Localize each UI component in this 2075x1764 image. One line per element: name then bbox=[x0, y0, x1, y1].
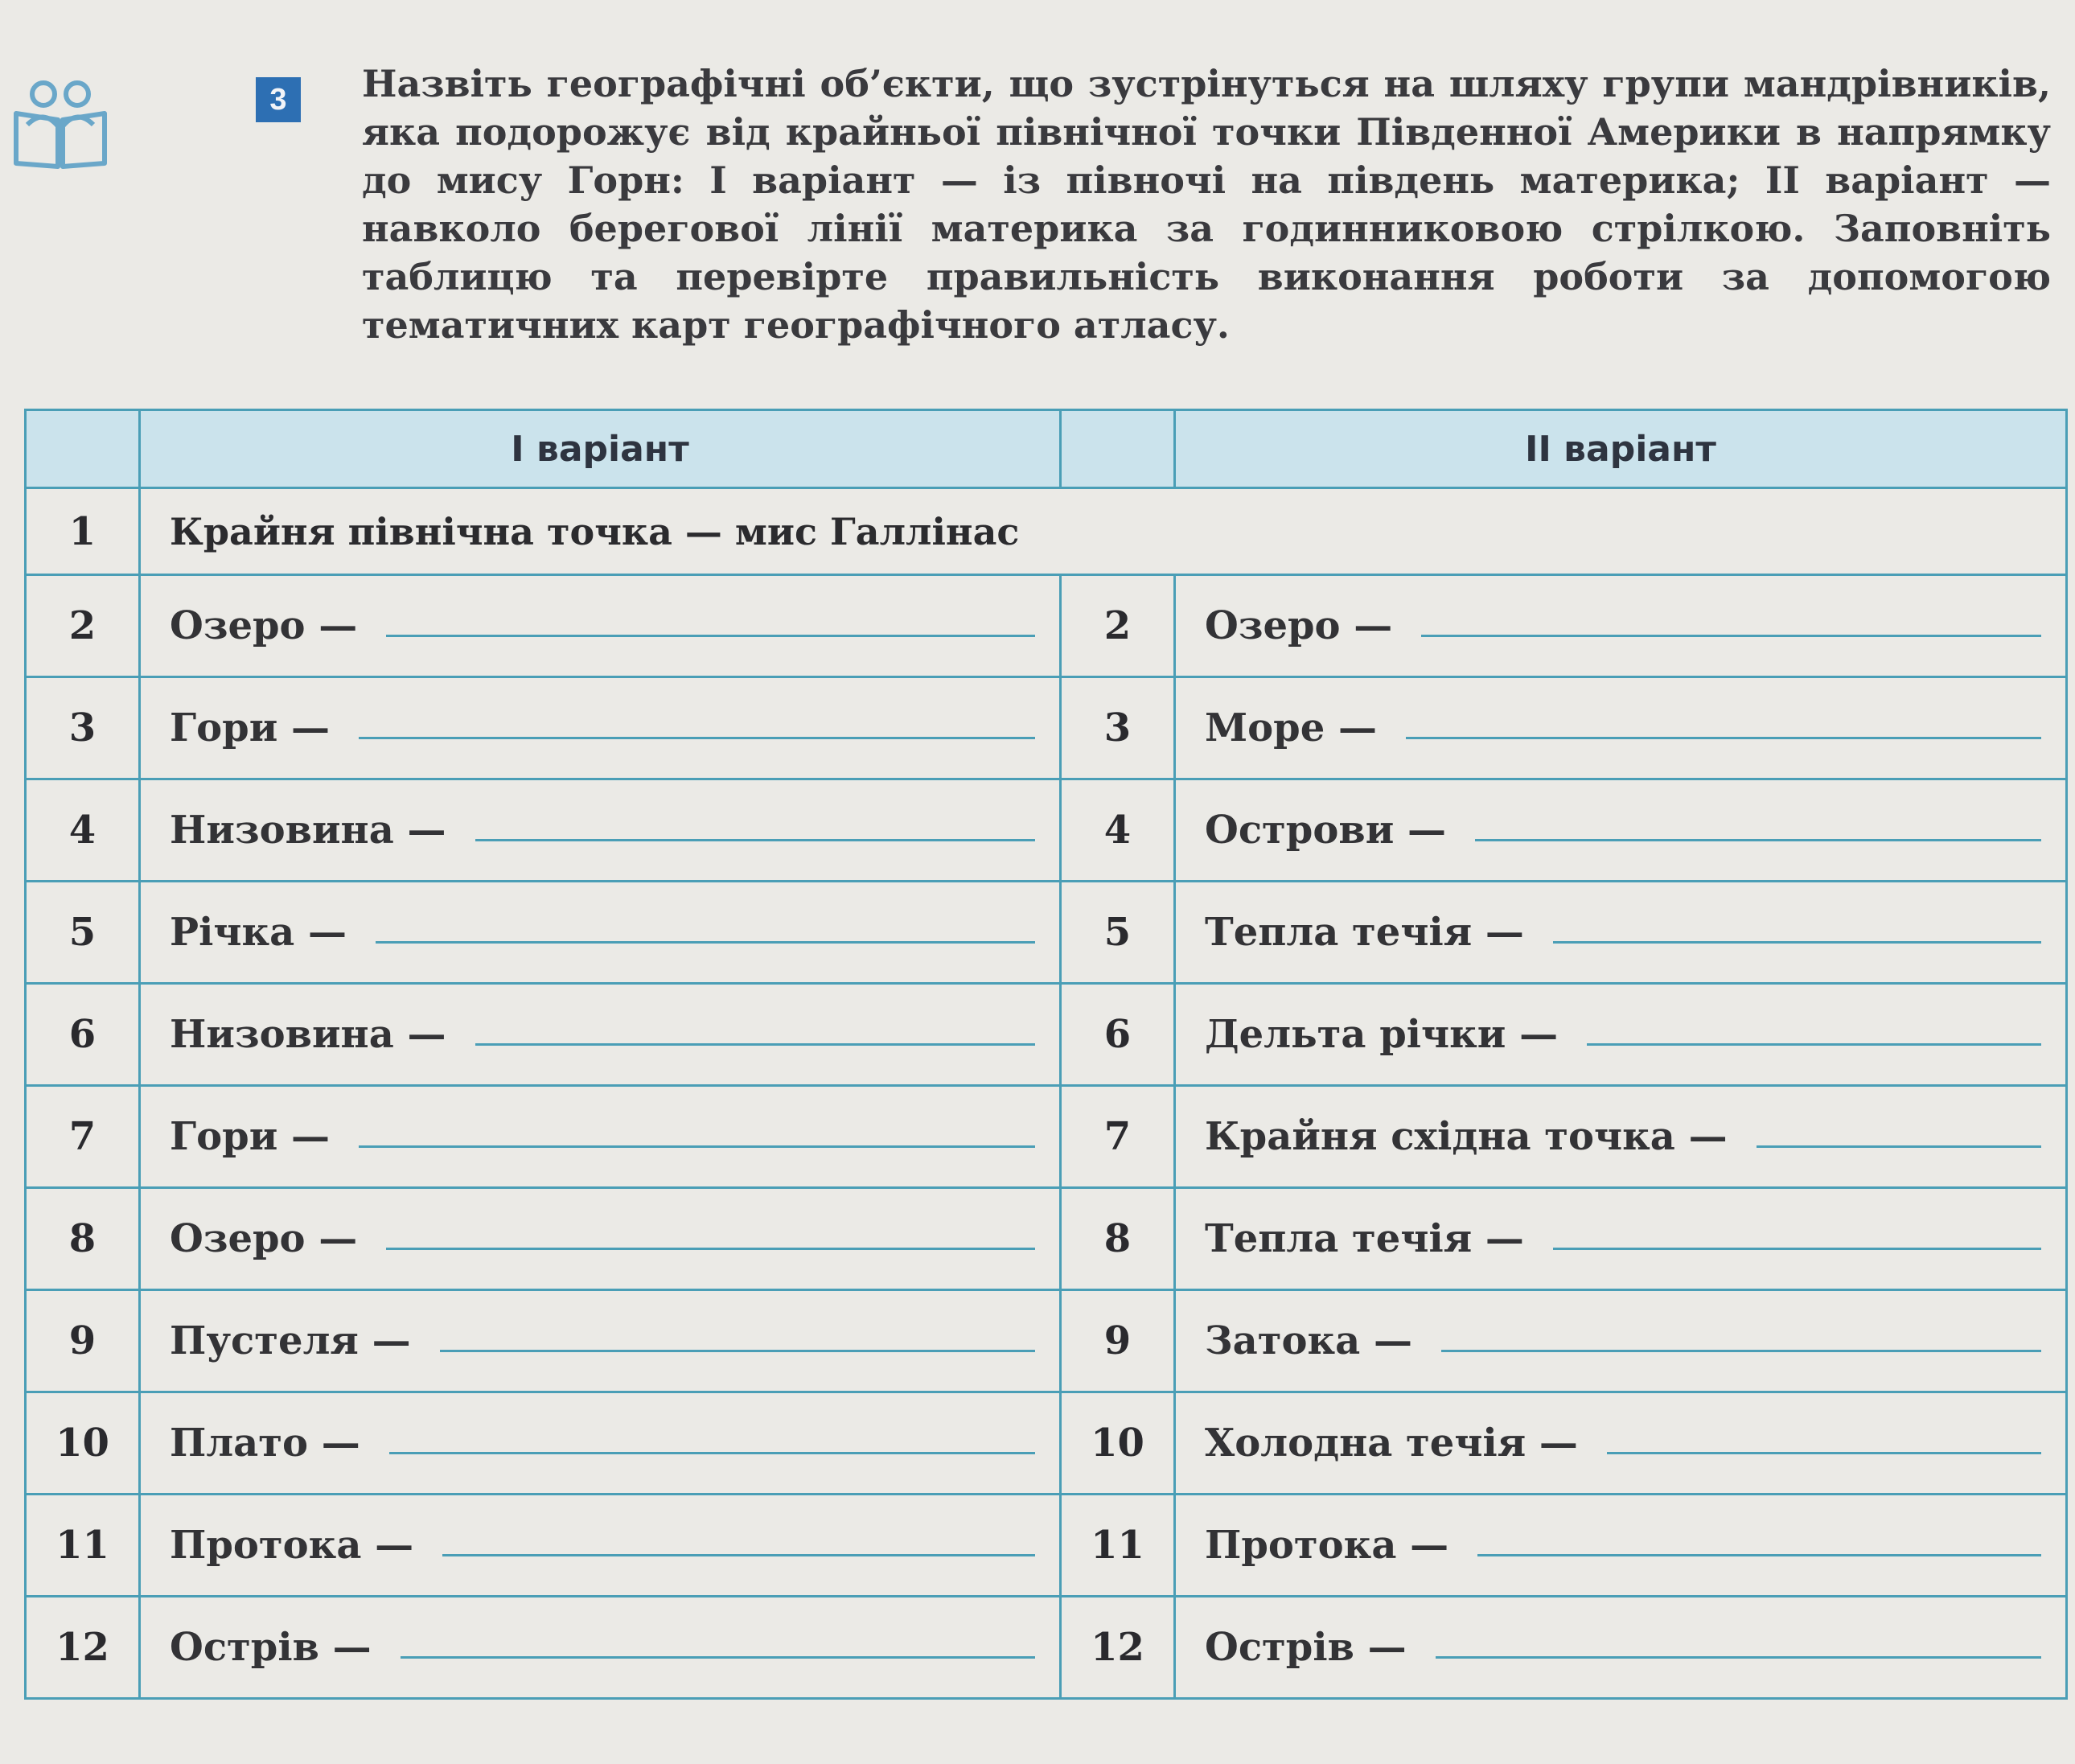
row-number-variant-2: 10 bbox=[1061, 1392, 1175, 1495]
item-label: Острови — bbox=[1205, 808, 1447, 853]
table-row bbox=[26, 677, 2067, 779]
answer-blank-line[interactable] bbox=[389, 1441, 1035, 1454]
table-row bbox=[26, 779, 2067, 882]
answer-wrap bbox=[170, 1114, 1035, 1159]
item-label: Гори — bbox=[170, 705, 331, 750]
answer-cell-variant-1 bbox=[140, 677, 1061, 779]
item-label: Річка — bbox=[170, 910, 347, 955]
answer-wrap bbox=[1205, 705, 2041, 750]
item-label: Озеро — bbox=[1205, 603, 1393, 648]
answer-wrap bbox=[1205, 1421, 2041, 1466]
header-variant-1: І варіант bbox=[140, 410, 1061, 488]
answer-cell-variant-1 bbox=[140, 1392, 1061, 1495]
answer-cell-variant-1 bbox=[140, 1597, 1061, 1699]
answer-wrap bbox=[1205, 1523, 2041, 1568]
answer-cell-variant-2 bbox=[1175, 1188, 2067, 1290]
answer-table bbox=[24, 409, 2068, 1700]
answer-blank-line[interactable] bbox=[376, 930, 1035, 944]
row-number-variant-1: 9 bbox=[26, 1290, 140, 1392]
answer-blank-line[interactable] bbox=[1607, 1441, 2041, 1454]
answer-wrap bbox=[170, 1625, 1035, 1670]
row-number-variant-1: 2 bbox=[26, 575, 140, 677]
answer-cell-variant-1 bbox=[140, 1495, 1061, 1597]
item-label: Протока — bbox=[1205, 1523, 1449, 1568]
answer-wrap bbox=[170, 1421, 1035, 1466]
answer-wrap bbox=[170, 603, 1035, 648]
item-label: Крайня східна точка — bbox=[1205, 1114, 1728, 1159]
answer-wrap bbox=[1205, 1012, 2041, 1057]
row-number-variant-1: 8 bbox=[26, 1188, 140, 1290]
row-number-variant-1: 5 bbox=[26, 882, 140, 984]
answer-cell-variant-1 bbox=[140, 882, 1061, 984]
row-number-variant-2: 7 bbox=[1061, 1086, 1175, 1188]
item-label: Тепла течія — bbox=[1205, 910, 1524, 955]
row-number-variant-1: 3 bbox=[26, 677, 140, 779]
answer-cell-variant-2 bbox=[1175, 677, 2067, 779]
item-label: Низовина — bbox=[170, 1012, 446, 1057]
answer-cell-variant-2 bbox=[1175, 1495, 2067, 1597]
table-row bbox=[26, 1086, 2067, 1188]
table-body bbox=[26, 575, 2067, 1699]
answer-blank-line[interactable] bbox=[386, 1236, 1035, 1250]
item-label: Пустеля — bbox=[170, 1318, 411, 1363]
answer-blank-line[interactable] bbox=[475, 1032, 1036, 1046]
table-row bbox=[26, 1290, 2067, 1392]
row-number-variant-2: 4 bbox=[1061, 779, 1175, 882]
answer-blank-line[interactable] bbox=[386, 623, 1035, 637]
row-number-variant-1: 6 bbox=[26, 984, 140, 1086]
answer-blank-line[interactable] bbox=[359, 726, 1035, 739]
answer-cell-variant-2 bbox=[1175, 1392, 2067, 1495]
answer-wrap bbox=[1205, 1625, 2041, 1670]
answer-cell-variant-1 bbox=[140, 984, 1061, 1086]
table-row bbox=[26, 1188, 2067, 1290]
answer-blank-line[interactable] bbox=[1441, 1338, 2041, 1352]
row-number-variant-1: 7 bbox=[26, 1086, 140, 1188]
answer-cell-variant-2 bbox=[1175, 1086, 2067, 1188]
row-number-variant-2: 3 bbox=[1061, 677, 1175, 779]
answer-wrap bbox=[1205, 1318, 2041, 1363]
item-label: Холодна течія — bbox=[1205, 1421, 1578, 1466]
answer-cell-variant-2 bbox=[1175, 779, 2067, 882]
row-number-variant-2: 11 bbox=[1061, 1495, 1175, 1597]
row-number-variant-2: 5 bbox=[1061, 882, 1175, 984]
answer-wrap bbox=[1205, 603, 2041, 648]
answer-wrap bbox=[1205, 1114, 2041, 1159]
answer-blank-line[interactable] bbox=[1421, 623, 2041, 637]
answer-cell-variant-2 bbox=[1175, 984, 2067, 1086]
answer-blank-line[interactable] bbox=[1587, 1032, 2041, 1046]
answer-cell-variant-1 bbox=[140, 779, 1061, 882]
row-number-variant-2: 2 bbox=[1061, 575, 1175, 677]
answer-blank-line[interactable] bbox=[1475, 828, 2041, 841]
answer-cell-variant-2 bbox=[1175, 882, 2067, 984]
row-number-variant-2: 12 bbox=[1061, 1597, 1175, 1699]
item-label: Море — bbox=[1205, 705, 1377, 750]
item-label: Дельта річки — bbox=[1205, 1012, 1559, 1057]
item-label: Озеро — bbox=[170, 603, 358, 648]
answer-blank-line[interactable] bbox=[1406, 726, 2041, 739]
answer-cell-variant-1 bbox=[140, 1188, 1061, 1290]
answer-cell-variant-2 bbox=[1175, 575, 2067, 677]
item-label: Острів — bbox=[170, 1625, 372, 1670]
answer-wrap bbox=[170, 910, 1035, 955]
row-number-variant-1: 11 bbox=[26, 1495, 140, 1597]
answer-blank-line[interactable] bbox=[401, 1645, 1035, 1659]
answer-wrap bbox=[1205, 808, 2041, 853]
row-number-variant-2: 6 bbox=[1061, 984, 1175, 1086]
table-row bbox=[26, 1392, 2067, 1495]
answer-cell-variant-2 bbox=[1175, 1290, 2067, 1392]
answer-cell-variant-1 bbox=[140, 1290, 1061, 1392]
row-number-variant-2: 8 bbox=[1061, 1188, 1175, 1290]
item-label: Гори — bbox=[170, 1114, 331, 1159]
header-blank-cell bbox=[1061, 410, 1175, 488]
item-label: Тепла течія — bbox=[1205, 1216, 1524, 1261]
answer-blank-line[interactable] bbox=[1553, 930, 2041, 944]
answer-blank-line[interactable] bbox=[440, 1338, 1035, 1352]
start-point-text: Крайня північна точка — мис Галлінас bbox=[170, 509, 1020, 553]
answer-cell-variant-1 bbox=[140, 1086, 1061, 1188]
item-label: Протока — bbox=[170, 1523, 414, 1568]
row-number-variant-2: 9 bbox=[1061, 1290, 1175, 1392]
header-blank-cell bbox=[26, 410, 140, 488]
answer-wrap bbox=[170, 1012, 1035, 1057]
answer-blank-line[interactable] bbox=[475, 828, 1036, 841]
answer-blank-line[interactable] bbox=[442, 1543, 1035, 1556]
row-number-variant-1: 12 bbox=[26, 1597, 140, 1699]
row-number-variant-1: 4 bbox=[26, 779, 140, 882]
row-number-variant-1: 10 bbox=[26, 1392, 140, 1495]
table-row bbox=[26, 1495, 2067, 1597]
answer-blank-line[interactable] bbox=[1757, 1134, 2041, 1148]
item-label: Острів — bbox=[1205, 1625, 1407, 1670]
item-label: Плато — bbox=[170, 1421, 360, 1466]
answer-wrap bbox=[170, 1318, 1035, 1363]
table-row bbox=[26, 984, 2067, 1086]
item-label: Затока — bbox=[1205, 1318, 1412, 1363]
answer-blank-line[interactable] bbox=[1477, 1543, 2041, 1556]
answer-wrap bbox=[170, 1523, 1035, 1568]
answer-wrap bbox=[1205, 910, 2041, 955]
answer-wrap bbox=[170, 1216, 1035, 1261]
row-number: 1 bbox=[26, 488, 140, 575]
table-row bbox=[26, 882, 2067, 984]
answer-blank-line[interactable] bbox=[359, 1134, 1035, 1148]
task-number-badge: 3 bbox=[256, 77, 301, 122]
item-label: Низовина — bbox=[170, 808, 446, 853]
header-variant-2: ІІ варіант bbox=[1175, 410, 2067, 488]
answer-cell-variant-1 bbox=[140, 575, 1061, 677]
table-row bbox=[26, 1597, 2067, 1699]
start-point-cell bbox=[140, 488, 2067, 575]
answer-blank-line[interactable] bbox=[1553, 1236, 2041, 1250]
task-instructions: Назвіть географічні об’єкти, що зустрінуться на шляху групи мандрівників, яка подорожує від крайньої північної точки Південної Америки в напрямку до мису Горн: І варіант — із півночі на південь материка; ІІ варіант — навколо берегової лінії материка за годинниковою стрілкою. Заповніть таблицю та перевірте правильність виконання роботи за допомогою тематичних карт географічного атласу. bbox=[362, 62, 2051, 347]
table-row bbox=[26, 575, 2067, 677]
item-label: Озеро — bbox=[170, 1216, 358, 1261]
answer-wrap bbox=[170, 705, 1035, 750]
table-header-row bbox=[26, 410, 2067, 488]
table-row-start bbox=[26, 488, 2067, 575]
book-cooperation-icon bbox=[11, 76, 109, 171]
answer-wrap bbox=[1205, 1216, 2041, 1261]
answer-blank-line[interactable] bbox=[1436, 1645, 2041, 1659]
answer-wrap bbox=[170, 808, 1035, 853]
answer-cell-variant-2 bbox=[1175, 1597, 2067, 1699]
